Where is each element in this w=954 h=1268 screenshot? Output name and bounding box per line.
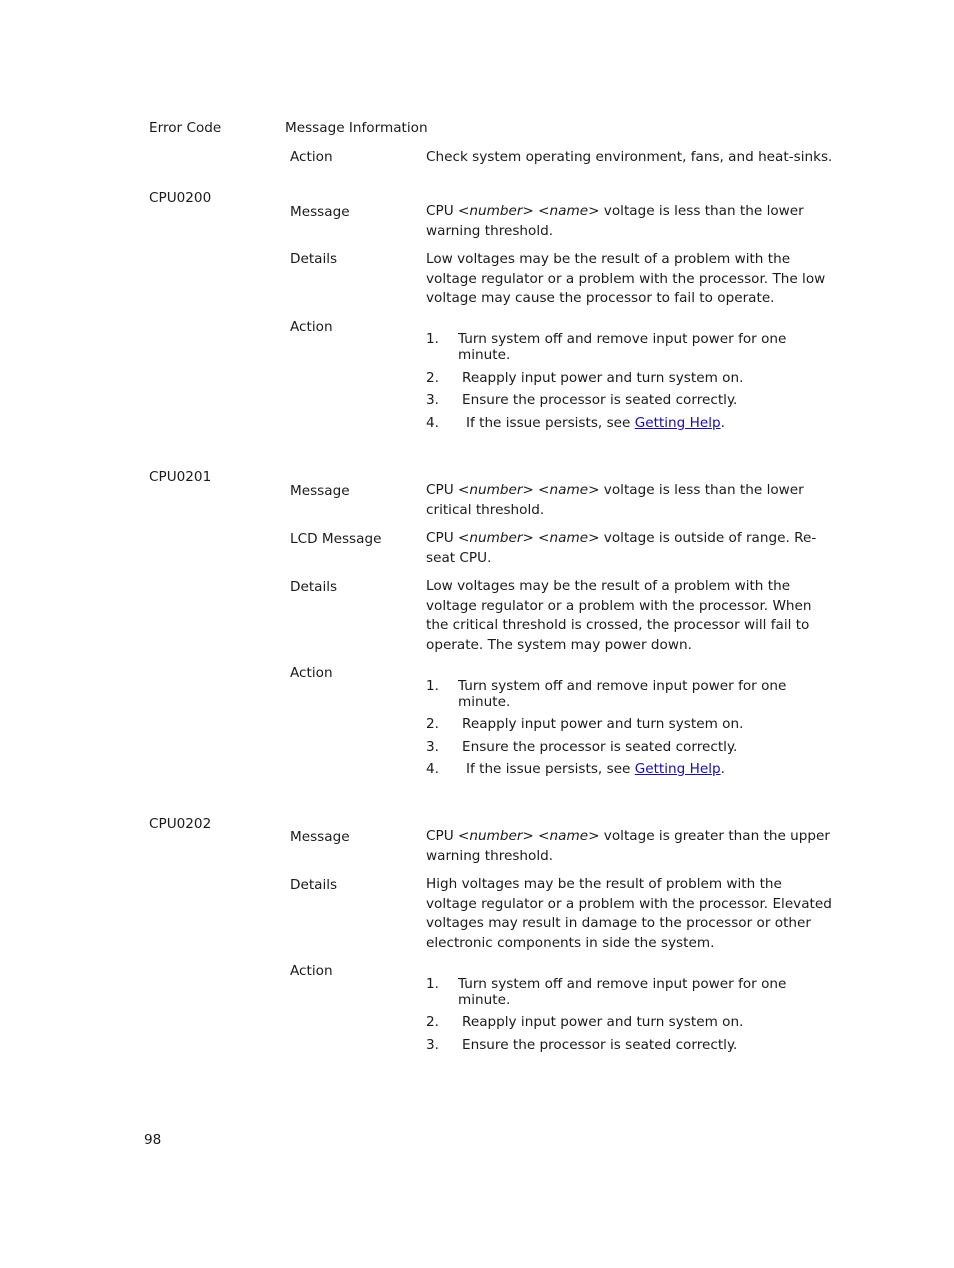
cpu0200-step-4: 4. If the issue persists, see Getting Help. xyxy=(426,415,725,431)
cpu0200-details-text: Low voltages may be the result of a problem with the voltage regulator or a problem with the processor. The low voltage may cause the processor to fail to operate. xyxy=(426,251,826,306)
cpu0202-step-2: 2. Reapply input power and turn system on. xyxy=(426,1014,744,1030)
cpu0201-message-label: Message xyxy=(290,483,350,499)
cpu0200-message-label: Message xyxy=(290,204,350,220)
cpu0201-lcd-message-label: LCD Message xyxy=(290,531,382,547)
cpu0201-lcd-message-text: CPU <number> <name> voltage is outside of range. Re-seat CPU. xyxy=(426,530,817,566)
cpu0202-step-1: 1. Turn system off and remove input power for one minute. xyxy=(426,976,787,1008)
cpu0201-message-text: CPU <number> <name> voltage is less than the lower critical threshold. xyxy=(426,482,804,518)
cpu0202-details-label: Details xyxy=(290,877,338,893)
header-error-code: Error Code xyxy=(149,120,222,136)
cpu0201-step-1: 1. Turn system off and remove input power for one minute. xyxy=(426,678,787,710)
page-number: 98 xyxy=(144,1132,162,1148)
cpu0200-step-3: 3. Ensure the processor is seated correctly. xyxy=(426,392,738,408)
cpu0200-action-label: Action xyxy=(290,319,333,335)
cpu0202-message-label: Message xyxy=(290,829,350,845)
prev-action-text: Check system operating environment, fans, and heat-sinks. xyxy=(426,149,833,165)
cpu0200-message-text: CPU <number> <name> voltage is less than the lower warning threshold. xyxy=(426,203,804,239)
cpu0201-step-3: 3. Ensure the processor is seated correctly. xyxy=(426,739,738,755)
cpu0202-message-text: CPU <number> <name> voltage is greater than the upper warning threshold. xyxy=(426,828,830,864)
cpu0201-details-text: Low voltages may be the result of a problem with the voltage regulator or a problem with the processor. When the critical threshold is crossed, the processor will fail to operate. The system may power down. xyxy=(426,578,812,653)
prev-action-label: Action xyxy=(290,149,333,165)
getting-help-link[interactable]: Getting Help xyxy=(634,415,721,431)
cpu0202-step-3: 3. Ensure the processor is seated correctly. xyxy=(426,1037,738,1053)
cpu0201-action-label: Action xyxy=(290,665,333,681)
cpu0201-step-2: 2. Reapply input power and turn system on. xyxy=(426,716,744,732)
cpu0200-step-1: 1. Turn system off and remove input power for one minute. xyxy=(426,331,787,363)
cpu0202-details-text: High voltages may be the result of problem with the voltage regulator or a problem with the processor. Elevated voltages may result in damage to the processor or other electronic components in side the system. xyxy=(426,876,832,951)
header-message-information: Message Information xyxy=(285,120,428,136)
error-code-cpu0202: CPU0202 xyxy=(149,816,212,832)
getting-help-link[interactable]: Getting Help xyxy=(634,761,721,777)
cpu0200-details-label: Details xyxy=(290,251,338,267)
cpu0201-step-4: 4. If the issue persists, see Getting Help. xyxy=(426,761,725,777)
error-code-cpu0200: CPU0200 xyxy=(149,190,212,206)
error-code-cpu0201: CPU0201 xyxy=(149,469,212,485)
cpu0202-action-label: Action xyxy=(290,963,333,979)
cpu0201-details-label: Details xyxy=(290,579,338,595)
cpu0200-step-2: 2. Reapply input power and turn system on. xyxy=(426,370,744,386)
